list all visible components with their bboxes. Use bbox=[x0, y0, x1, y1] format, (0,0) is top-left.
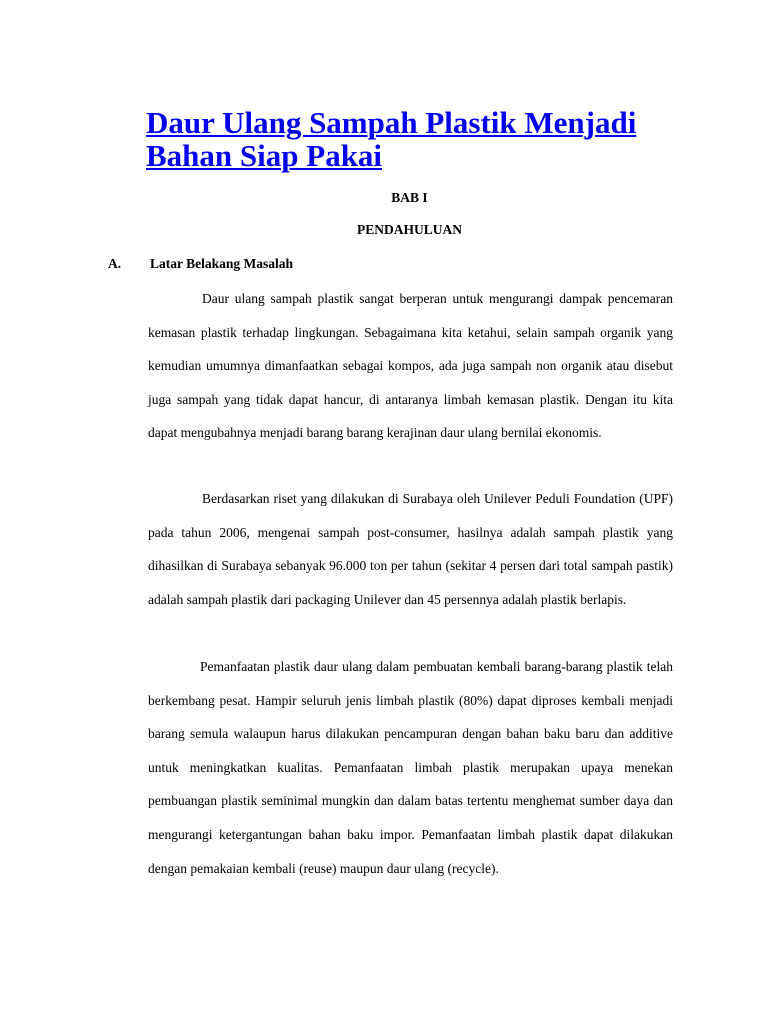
section-title: Latar Belakang Masalah bbox=[150, 256, 294, 271]
document-title-link[interactable]: Daur Ulang Sampah Plastik Menjadi Bahan Siap Pakai bbox=[146, 105, 637, 173]
paragraph-3: Pemanfaatan plastik daur ulang dalam pembuatan kembali barang-barang plastik telah berkembang pesat. Hampir seluruh jenis limbah plastik (80%) dapat diproses kembali menjadi barang semula walaupun harus dilakukan pencampuran dengan bahan baku baru dan additive untuk meningkatkan kualitas. Pemanfaatan limbah plastik merupakan upaya menekan pembuangan plastik seminimal mungkin dan dalam batas tertentu menghemat sumber daya dan mengurangi ketergantungan bahan baku impor. Pemanfaatan limbah plastik dapat dilakukan dengan pemakaian kembali (reuse) maupun daur ulang (recycle). bbox=[148, 659, 673, 876]
chapter-number: BAB I bbox=[391, 190, 428, 205]
section-number: A. bbox=[108, 256, 122, 271]
paragraph-1: Daur ulang sampah plastik sangat berperan untuk mengurangi dampak pencemaran kemasan plastik terhadap lingkungan. Sebagaimana kita ketahui, selain sampah organik yang kemudian umumnya dimanfaatkan sebagai kompos, ada juga sampah non organik atau disebut juga sampah yang tidak dapat hancur, di antaranya limbah kemasan plastik. Dengan itu kita dapat mengubahnya menjadi barang barang kerajinan daur ulang bernilai ekonomis. bbox=[148, 291, 673, 441]
paragraph-2: Berdasarkan riset yang dilakukan di Surabaya oleh Unilever Peduli Foundation (UPF) pada tahun 2006, mengenai sampah post-consumer, hasilnya adalah sampah plastik yang dihasilkan di Surabaya sebanyak 96.000 ton per tahun (sekitar 4 persen dari total sampah pastik) adalah sampah plastik dari packaging Unilever dan 45 persennya adalah plastik berlapis. bbox=[148, 491, 673, 607]
chapter-title: PENDAHULUAN bbox=[356, 222, 462, 237]
